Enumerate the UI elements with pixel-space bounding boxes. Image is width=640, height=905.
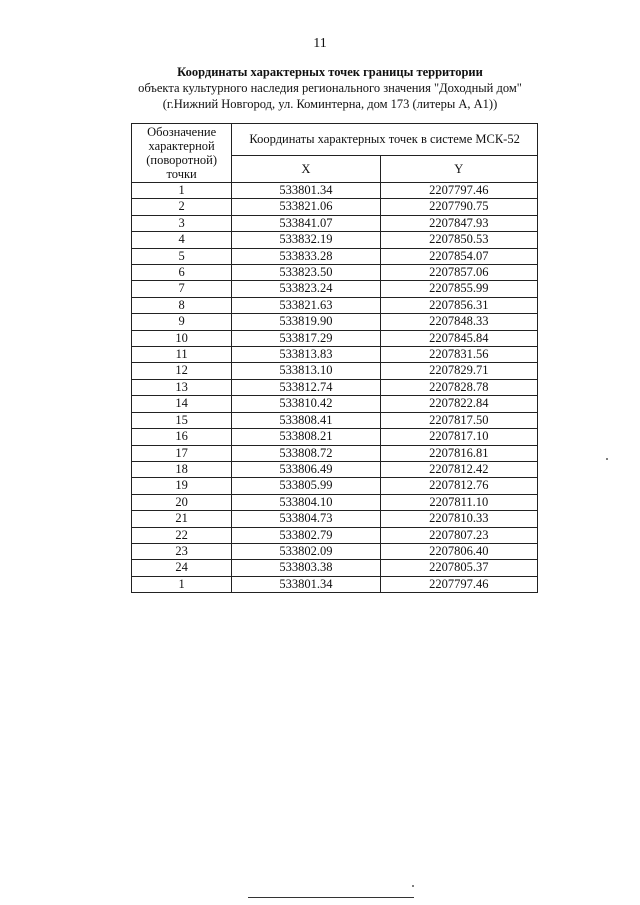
footer-rule: [248, 897, 414, 898]
table-row: [132, 527, 538, 543]
point-cell: 8: [132, 297, 232, 313]
y-cell: 2207848.33: [380, 314, 537, 330]
y-cell: 2207822.84: [380, 396, 537, 412]
table-row: [132, 347, 538, 363]
point-cell: 1: [132, 576, 232, 592]
y-cell: 2207817.10: [380, 429, 537, 445]
table-row: [132, 183, 538, 199]
table-row: [132, 215, 538, 231]
x-cell: 533813.10: [232, 363, 380, 379]
x-cell: 533823.24: [232, 281, 380, 297]
y-cell: 2207790.75: [380, 199, 537, 215]
table-row: [132, 412, 538, 428]
y-cell: 2207816.81: [380, 445, 537, 461]
table-row: [132, 265, 538, 281]
point-cell: 24: [132, 560, 232, 576]
y-cell: 2207797.46: [380, 183, 537, 199]
point-cell: 14: [132, 396, 232, 412]
x-cell: 533805.99: [232, 478, 380, 494]
y-cell: 2207805.37: [380, 560, 537, 576]
title-line-3: (г.Нижний Новгород, ул. Коминтерна, дом 173 (литеры А, А1)): [162, 97, 498, 111]
point-cell: 10: [132, 330, 232, 346]
table-row: [132, 511, 538, 527]
point-cell: 6: [132, 265, 232, 281]
y-cell: 2207817.50: [380, 412, 537, 428]
point-cell: 2: [132, 199, 232, 215]
y-cell: 2207811.10: [380, 494, 537, 510]
table-body: [132, 183, 538, 593]
y-cell: 2207812.76: [380, 478, 537, 494]
table-row: [132, 543, 538, 559]
y-cell: 2207854.07: [380, 248, 537, 264]
y-cell: 2207829.71: [380, 363, 537, 379]
x-cell: 533808.21: [232, 429, 380, 445]
table-row: [132, 281, 538, 297]
x-cell: 533804.73: [232, 511, 380, 527]
table-row: [132, 297, 538, 313]
x-cell: 533801.34: [232, 183, 380, 199]
x-cell: 533808.72: [232, 445, 380, 461]
x-cell: 533821.06: [232, 199, 380, 215]
x-cell: 533823.50: [232, 265, 380, 281]
y-cell: 2207831.56: [380, 347, 537, 363]
y-cell: 2207857.06: [380, 265, 537, 281]
coordinates-system-header: Координаты характерных точек в системе МСК-52: [232, 124, 538, 156]
table-row: [132, 330, 538, 346]
point-cell: 1: [132, 183, 232, 199]
x-cell: 533841.07: [232, 215, 380, 231]
x-cell: 533821.63: [232, 297, 380, 313]
y-cell: 2207807.23: [380, 527, 537, 543]
x-cell: 533806.49: [232, 461, 380, 477]
scan-speck: [412, 885, 414, 887]
table-row: [132, 248, 538, 264]
table-row: [132, 560, 538, 576]
point-cell: 7: [132, 281, 232, 297]
y-cell: 2207797.46: [380, 576, 537, 592]
x-column-header: X: [232, 156, 380, 183]
x-cell: 533832.19: [232, 232, 380, 248]
y-cell: 2207847.93: [380, 215, 537, 231]
title-line-1: Координаты характерных точек границы территории: [177, 65, 483, 79]
x-cell: 533817.29: [232, 330, 380, 346]
table-row: [132, 494, 538, 510]
y-cell: 2207806.40: [380, 543, 537, 559]
x-cell: 533813.83: [232, 347, 380, 363]
table-row: [132, 396, 538, 412]
point-cell: 17: [132, 445, 232, 461]
x-cell: 533810.42: [232, 396, 380, 412]
point-cell: 20: [132, 494, 232, 510]
point-cell: 15: [132, 412, 232, 428]
table-row: [132, 363, 538, 379]
point-cell: 16: [132, 429, 232, 445]
point-cell: 3: [132, 215, 232, 231]
point-cell: 9: [132, 314, 232, 330]
y-cell: 2207812.42: [380, 461, 537, 477]
point-cell: 21: [132, 511, 232, 527]
y-cell: 2207855.99: [380, 281, 537, 297]
table-row: [132, 576, 538, 592]
table-row: [132, 199, 538, 215]
point-cell: 4: [132, 232, 232, 248]
x-cell: 533802.79: [232, 527, 380, 543]
x-cell: 533812.74: [232, 379, 380, 395]
point-cell: 23: [132, 543, 232, 559]
table-row: [132, 478, 538, 494]
table-header: [132, 124, 538, 183]
x-cell: 533801.34: [232, 576, 380, 592]
point-cell: 18: [132, 461, 232, 477]
y-cell: 2207856.31: [380, 297, 537, 313]
y-cell: 2207810.33: [380, 511, 537, 527]
table-row: [132, 429, 538, 445]
point-column-header: Обозначение характерной (поворотной) точки: [132, 124, 232, 183]
page-number: 11: [313, 36, 327, 51]
point-cell: 19: [132, 478, 232, 494]
table-row: [132, 461, 538, 477]
title-line-2: объекта культурного наследия регионального значения "Доходный дом": [138, 81, 522, 95]
point-cell: 5: [132, 248, 232, 264]
x-cell: 533833.28: [232, 248, 380, 264]
x-cell: 533819.90: [232, 314, 380, 330]
table-row: [132, 379, 538, 395]
document-title: [100, 64, 560, 112]
x-cell: 533804.10: [232, 494, 380, 510]
y-column-header: Y: [380, 156, 537, 183]
y-cell: 2207828.78: [380, 379, 537, 395]
table-row: [132, 314, 538, 330]
point-cell: 12: [132, 363, 232, 379]
x-cell: 533802.09: [232, 543, 380, 559]
y-cell: 2207850.53: [380, 232, 537, 248]
y-cell: 2207845.84: [380, 330, 537, 346]
x-cell: 533808.41: [232, 412, 380, 428]
x-cell: 533803.38: [232, 560, 380, 576]
coordinates-table: [131, 123, 538, 593]
point-cell: 11: [132, 347, 232, 363]
scan-speck: [606, 458, 608, 460]
point-cell: 13: [132, 379, 232, 395]
table-row: [132, 232, 538, 248]
table-row: [132, 445, 538, 461]
point-cell: 22: [132, 527, 232, 543]
